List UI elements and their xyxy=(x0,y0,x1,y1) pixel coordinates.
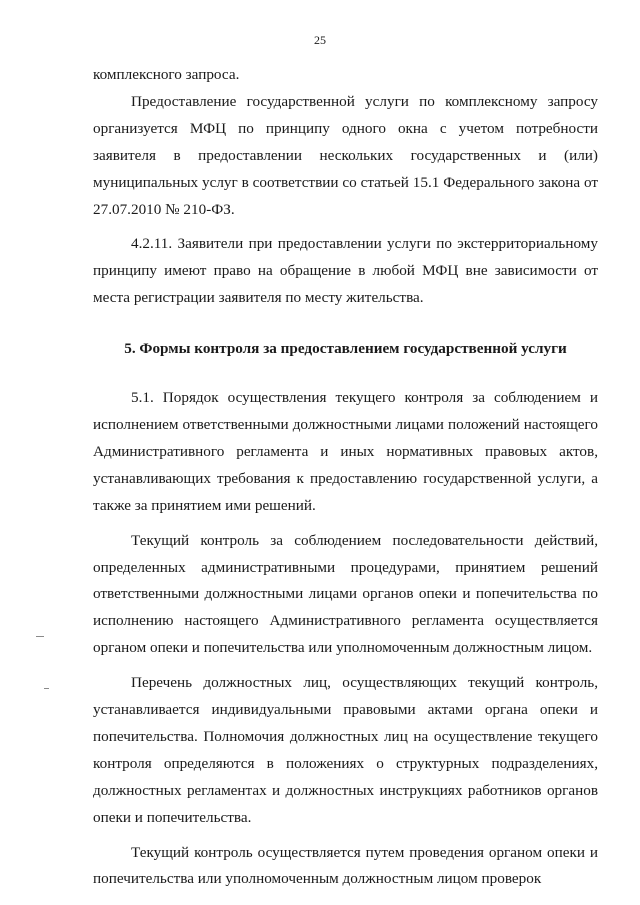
section-heading: 5. Формы контроля за предоставлением государственной услуги xyxy=(124,340,567,358)
paragraph-complex-request: Предоставление государственной услуги по комплексному запросу организуется МФЦ по принципу одного окна с учетом потребности заявителя в предоставлении нескольких государственных и (или) муниципальных услуг в соответствии со статьей 15.1 Федерального закона от 27.07.2010 № 210-ФЗ. xyxy=(93,92,598,218)
paragraph-control-method: Текущий контроль осуществляется путем проведения органом опеки и попечительства или уполномоченным должностным лицом проверок xyxy=(93,843,598,888)
paragraph-continuation: комплексного запроса. xyxy=(93,66,240,83)
page-number: 25 xyxy=(314,33,326,47)
margin-scan-mark xyxy=(44,688,49,689)
document-body xyxy=(93,62,598,893)
margin-scan-mark xyxy=(36,636,44,637)
paragraph-5-1: 5.1. Порядок осуществления текущего контроля за соблюдением и исполнением ответственными должностными лицами положений настоящего Административного регламента и иных нормативных правовых актов, устанавливающих требования к предоставлению государственной услуги, а также за принятием ими решений. xyxy=(93,389,598,514)
paragraph-current-control: Текущий контроль за соблюдением последовательности действий, определенных административными процедурами, принятием решений ответственными должностными лицами органов опеки и попечительства по исполнению настоящего Административного регламента осуществляется органом опеки и попечительства или уполномоченным должностным лицом. xyxy=(93,531,598,657)
paragraph-officials-list: Перечень должностных лиц, осуществляющих текущий контроль, устанавливается индивидуальными правовыми актами органа опеки и попечительства. Полномочия должностных лиц на осуществление текущего контроля определяются в положениях о структурных подразделениях, должностных регламентах и должностных инструкциях работников органов опеки и попечительства. xyxy=(93,674,598,826)
paragraph-4-2-11: 4.2.11. Заявители при предоставлении услуги по экстерриториальному принципу имеют право на обращение в любой МФЦ вне зависимости от места регистрации заявителя по месту жительства. xyxy=(93,235,598,307)
